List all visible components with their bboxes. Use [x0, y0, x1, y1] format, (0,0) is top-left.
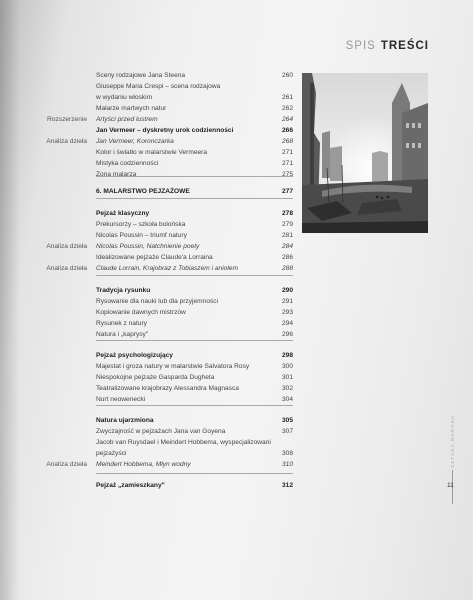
toc-entry-title: w wydaniu włoskim: [96, 94, 153, 101]
toc-entry-page: 294: [281, 320, 293, 327]
toc-entry: [0, 208, 295, 219]
toc-entry-page: 261: [281, 94, 293, 101]
toc-entry: [0, 426, 295, 437]
toc-entry-page: 304: [281, 396, 293, 403]
toc-entry-page: 288: [281, 265, 293, 272]
toc-entry-page: 271: [281, 149, 293, 156]
toc-entry: [0, 158, 295, 169]
toc-entry-title: Nicolas Poussin – triumf natury: [96, 232, 187, 239]
toc-entry-title: Idealizowane pejzaże Claude'a Lorraina: [96, 254, 213, 261]
toc-entry-title: Rysunek z natury: [96, 320, 147, 327]
toc-side-label: Analiza dzieła: [46, 265, 87, 272]
toc-entry-page: 271: [281, 160, 293, 167]
toc-entry: [0, 394, 295, 405]
toc-entry-page: 293: [281, 309, 293, 316]
toc-entry-page: 307: [281, 428, 293, 435]
running-section-label: SZTUKA BAROKU: [450, 414, 455, 468]
toc-entry-page: 264: [281, 116, 293, 123]
section-rule: [96, 198, 293, 199]
toc-side-label: Analiza dzieła: [46, 461, 87, 468]
toc-entry: [0, 415, 295, 426]
toc-entry: [0, 230, 295, 241]
toc-entry-title: Artyści przed lustrem: [96, 116, 158, 123]
toc-entry-page: 305: [281, 417, 293, 424]
section-rule: [96, 176, 293, 177]
toc-entry-page: 277: [281, 188, 293, 195]
section-rule: [96, 340, 293, 341]
toc-entry-title: Sceny rodzajowe Jana Steena: [96, 72, 186, 79]
toc-entry-title: Kolor i światło w malarstwie Vermeera: [96, 149, 208, 156]
toc-entry-title: Jacob van Ruysdael i Meindert Hobbema, wyspecjalizowani: [96, 439, 271, 446]
toc-entry-page: 286: [281, 254, 293, 261]
toc-entry: [0, 103, 295, 114]
toc-entry-page: 291: [281, 298, 293, 305]
toc-entry-title: Teatralizowane krajobrazy Alessandra Magnasca: [96, 385, 239, 392]
toc-entry-title: Majestat i groza natury w malarstwie Salvatora Rosy: [96, 363, 250, 370]
toc-entry: [0, 372, 295, 383]
toc-entry: [0, 252, 295, 263]
toc-entry: [0, 114, 295, 125]
toc-entry: [0, 186, 295, 197]
toc-entry-page: 298: [281, 352, 293, 359]
page-number: 11: [447, 482, 454, 489]
toc-entry: [0, 70, 295, 81]
toc-entry-page: 266: [281, 127, 293, 134]
toc-entry-title: Prekursorzy – szkoła bolońska: [96, 221, 186, 228]
landscape-painting-image: [302, 73, 428, 233]
toc-entry-page: 301: [281, 374, 293, 381]
toc-entry-page: 300: [281, 363, 293, 370]
toc-entry: [0, 350, 295, 361]
toc-side-label: Rozszerzenie: [47, 116, 87, 123]
toc-entry: [0, 448, 295, 459]
toc-entry: [0, 147, 295, 158]
toc-entry-title: Malarze martwych natur: [96, 105, 167, 112]
toc-entry-title: Mistyka codzienności: [96, 160, 159, 167]
section-rule: [96, 275, 293, 276]
toc-entry-page: 279: [281, 221, 293, 228]
toc-entry-page: 308: [281, 450, 293, 457]
toc-entry-title: Zona malarza: [96, 171, 137, 178]
toc-entry: [0, 136, 295, 147]
toc-entry-page: 275: [281, 171, 293, 178]
section-rule: [96, 473, 293, 474]
toc-entry: [0, 241, 295, 252]
toc-entry-title: Jan Vermeer – dyskretny urok codzienności: [96, 127, 234, 134]
toc-entry-title: Pejzaż klasyczny: [96, 210, 150, 217]
toc-entry: [0, 361, 295, 372]
toc-entry: [0, 459, 295, 470]
toc-entry-page: 281: [281, 232, 293, 239]
toc-entry: [0, 307, 295, 318]
toc-entry-title: pejzażyści: [96, 450, 127, 457]
toc-entry-title: 6. MALARSTWO PEJZAŻOWE: [96, 188, 190, 195]
toc-entry-page: 262: [281, 105, 293, 112]
toc-entry-title: Nicolas Poussin, Natchnienie poety: [96, 243, 200, 250]
toc-entry-title: Tradycja rysunku: [96, 287, 151, 294]
toc-entry: [0, 437, 295, 448]
toc-entry-title: Nurt neowenecki: [96, 396, 146, 403]
toc-entry-page: 296: [281, 331, 293, 338]
page-header: [346, 40, 429, 52]
toc-entry-title: Giuseppe Maria Crespi – scena rodzajowa: [96, 83, 221, 90]
toc-entry-title: Pejzaż „zamieszkany": [96, 482, 165, 489]
toc-entry-title: Niespokojne pejzaże Gasparda Dugheta: [96, 374, 215, 381]
toc-entry: [0, 263, 295, 274]
section-rule: [96, 405, 293, 406]
toc-entry-page: 310: [281, 461, 293, 468]
toc-entry-title: Claude Lorrain, Krajobraz z Tobiaszem i aniołem: [96, 265, 238, 272]
toc-entry-page: 312: [281, 482, 293, 489]
toc-entry-title: Rysowanie dla nauki lub dla przyjemności: [96, 298, 219, 305]
toc-entry-title: Natura ujarzmiona: [96, 417, 154, 424]
toc-entry-title: Jan Vermeer, Koronczarka: [96, 138, 174, 145]
toc-entry: [0, 92, 295, 103]
toc-entry-page: 260: [281, 72, 293, 79]
toc-entry-page: 268: [281, 138, 293, 145]
toc-entry: [0, 169, 295, 180]
toc-entry: [0, 125, 295, 136]
toc-entry-title: Kopiowanie dawnych mistrzów: [96, 309, 186, 316]
toc-entry: [0, 383, 295, 394]
toc-entry-title: Meindert Hobbema, Młyn wodny: [96, 461, 191, 468]
toc-entry-page: 284: [281, 243, 293, 250]
toc-entry: [0, 329, 295, 340]
toc-entry-page: 278: [281, 210, 293, 217]
toc-entry-page: 290: [281, 287, 293, 294]
toc-entry: [0, 219, 295, 230]
toc-entry-page: 302: [281, 385, 293, 392]
header-tresci: TREŚCI: [380, 40, 429, 52]
toc-entry: [0, 318, 295, 329]
toc-side-label: Analiza dzieła: [46, 243, 87, 250]
toc-entry-title: Pejzaż psychologizujący: [96, 352, 173, 359]
toc-entry: [0, 81, 295, 92]
toc-entry: [0, 285, 295, 296]
toc-entry-title: Zwyczajność w pejzażach Jana van Goyena: [96, 428, 226, 435]
toc-entry: [0, 296, 295, 307]
toc-entry: [0, 480, 295, 491]
toc-side-label: Analiza dzieła: [46, 138, 87, 145]
toc-entry-title: Natura i „kaprysy": [96, 331, 149, 338]
header-spis: SPIS: [345, 40, 376, 52]
